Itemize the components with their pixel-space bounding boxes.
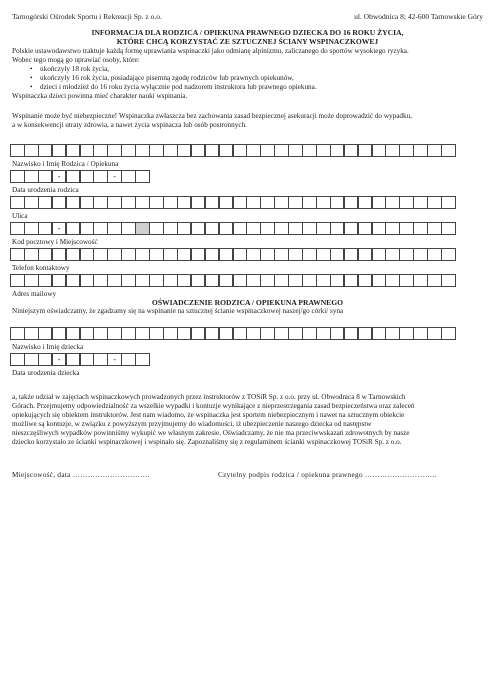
field-box[interactable] [385, 248, 400, 261]
field-box[interactable] [205, 248, 220, 261]
field-box[interactable] [413, 248, 428, 261]
field-box[interactable] [385, 327, 400, 340]
field-box[interactable] [10, 170, 25, 183]
field-box[interactable] [274, 196, 289, 209]
field-box[interactable] [274, 274, 289, 287]
field-box[interactable] [344, 222, 359, 235]
phone-label: Telefon kontaktowy [12, 264, 70, 272]
signature-field[interactable]: Czytelny podpis rodzica / opiekuna prawnego ……………………….. [218, 471, 437, 479]
parent-name-label: Nazwisko i Imię Rodzica / Opiekuna [12, 160, 119, 168]
field-box[interactable] [66, 196, 81, 209]
field-box[interactable] [80, 353, 95, 366]
email-field[interactable] [10, 274, 455, 287]
info-line3: Wspinaczka dzieci powinna mieć charakter nauki wspinania. [12, 92, 188, 100]
declaration-body [12, 393, 483, 447]
postal-city-field[interactable] [10, 222, 455, 235]
field-box[interactable] [10, 353, 25, 366]
field-box[interactable] [316, 196, 331, 209]
field-box[interactable] [191, 274, 206, 287]
field-box[interactable] [80, 222, 95, 235]
field-box[interactable] [372, 274, 387, 287]
field-box[interactable] [52, 170, 67, 183]
field-box[interactable] [441, 327, 456, 340]
field-box[interactable] [38, 353, 53, 366]
field-box[interactable] [330, 222, 345, 235]
field-box[interactable] [24, 144, 39, 157]
field-box[interactable] [274, 327, 289, 340]
child-dob-label: Data urodzenia dziecka [12, 369, 80, 377]
field-box[interactable] [177, 248, 192, 261]
field-box[interactable] [149, 327, 164, 340]
field-box[interactable] [177, 274, 192, 287]
declaration-line: nieszczęśliwych wypadków powinniśmy wykupić we własnym zakresie. Oświadczamy, że nie ma przeciwwskazań zdrowotnych by nasze [12, 429, 410, 437]
field-box[interactable] [135, 327, 150, 340]
field-box[interactable] [52, 353, 67, 366]
field-box[interactable] [302, 274, 317, 287]
field-box[interactable] [80, 248, 95, 261]
field-box[interactable] [66, 170, 81, 183]
field-box[interactable] [121, 170, 136, 183]
field-box[interactable] [121, 274, 136, 287]
declaration-intro: Niniejszym oświadczamy, że zgadzamy się na wspinanie na sztucznej ścianie wspinaczkowej naszej/go córki/ syna [12, 307, 344, 315]
warning-line2: a w konsekwencji utraty zdrowia, a nawet życia wspinacza lub osób postronnych. [12, 121, 247, 129]
field-box[interactable] [205, 222, 220, 235]
child-name-label: Nazwisko i Imię dziecka [12, 343, 84, 351]
field-box[interactable] [372, 327, 387, 340]
field-box[interactable] [288, 222, 303, 235]
field-box[interactable] [10, 274, 25, 287]
field-box[interactable] [260, 274, 275, 287]
field-box[interactable] [80, 196, 95, 209]
postal-city-label: Kod pocztowy i Miejscowość [12, 238, 98, 246]
field-box[interactable] [163, 144, 178, 157]
field-box[interactable] [121, 196, 136, 209]
field-box[interactable] [385, 144, 400, 157]
field-box[interactable] [38, 196, 53, 209]
info-title-line2: KTÓRE CHCĄ KORZYSTAĆ ZE SZTUCZNEJ ŚCIANY WSPINACZKOWEJ [116, 37, 379, 46]
field-box[interactable] [302, 327, 317, 340]
field-box[interactable] [246, 144, 261, 157]
field-box[interactable] [135, 274, 150, 287]
declaration-title: OŚWIADCZENIE RODZICA / OPIEKUNA PRAWNEGO [151, 298, 344, 307]
field-box[interactable] [66, 222, 81, 235]
street-label: Ulica [12, 212, 28, 220]
field-box[interactable] [413, 222, 428, 235]
field-box[interactable] [246, 196, 261, 209]
field-box[interactable] [344, 144, 359, 157]
organization-name: Tarnogórski Ośrodek Sportu i Rekreacji Sp. z o.o. [12, 12, 162, 21]
field-box[interactable] [163, 274, 178, 287]
field-box[interactable] [316, 144, 331, 157]
field-box[interactable] [274, 248, 289, 261]
child-name-field[interactable] [10, 327, 455, 340]
field-box[interactable] [163, 222, 178, 235]
street-field[interactable] [10, 196, 455, 209]
field-box[interactable] [288, 248, 303, 261]
field-box[interactable] [233, 196, 248, 209]
field-box[interactable] [233, 222, 248, 235]
field-box[interactable] [372, 222, 387, 235]
field-box[interactable] [427, 222, 442, 235]
field-box[interactable] [107, 144, 122, 157]
field-box[interactable] [330, 274, 345, 287]
field-box[interactable] [135, 222, 150, 235]
list-item: • ukończyły 18 rok życia, [30, 65, 317, 74]
field-box[interactable] [24, 274, 39, 287]
field-box[interactable] [107, 222, 122, 235]
field-box[interactable] [107, 274, 122, 287]
field-box[interactable] [177, 222, 192, 235]
field-box[interactable] [93, 353, 108, 366]
field-box[interactable] [372, 248, 387, 261]
place-date-field[interactable]: Miejscowość, data …………………………. [12, 471, 150, 479]
field-box[interactable] [93, 144, 108, 157]
field-box[interactable] [219, 222, 234, 235]
field-box[interactable] [219, 144, 234, 157]
field-box[interactable] [107, 353, 122, 366]
field-box[interactable] [441, 222, 456, 235]
field-box[interactable] [66, 353, 81, 366]
field-box[interactable] [149, 248, 164, 261]
field-box[interactable] [358, 248, 373, 261]
field-box[interactable] [191, 144, 206, 157]
field-box[interactable] [246, 274, 261, 287]
field-box[interactable] [246, 327, 261, 340]
field-box[interactable] [441, 274, 456, 287]
declaration-line: dziecko korzystało ze ścianki wspinaczkowej i wspinało się. Zapoznaliśmy się z regulaminem ścianki wspinaczkowej TOSiR Sp. z o.o. [12, 438, 402, 446]
field-box[interactable] [233, 327, 248, 340]
field-box[interactable] [10, 248, 25, 261]
field-box[interactable] [121, 327, 136, 340]
field-box[interactable] [38, 248, 53, 261]
field-box[interactable] [219, 327, 234, 340]
field-box[interactable] [205, 327, 220, 340]
field-box[interactable] [24, 327, 39, 340]
field-box[interactable] [399, 248, 414, 261]
phone-field[interactable] [10, 248, 455, 261]
field-box[interactable] [260, 248, 275, 261]
field-box[interactable] [80, 144, 95, 157]
field-box[interactable] [427, 196, 442, 209]
field-box[interactable] [80, 327, 95, 340]
field-box[interactable] [93, 248, 108, 261]
field-box[interactable] [288, 144, 303, 157]
field-box[interactable] [121, 144, 136, 157]
email-label: Adres mailowy [12, 290, 57, 298]
field-box[interactable] [316, 222, 331, 235]
field-box[interactable] [52, 222, 67, 235]
field-box[interactable] [107, 248, 122, 261]
field-box[interactable] [330, 327, 345, 340]
field-box[interactable] [219, 248, 234, 261]
field-box[interactable] [38, 327, 53, 340]
field-box[interactable] [93, 222, 108, 235]
field-box[interactable] [38, 274, 53, 287]
field-box[interactable] [427, 248, 442, 261]
field-box[interactable] [330, 248, 345, 261]
field-box[interactable] [274, 144, 289, 157]
field-box[interactable] [441, 144, 456, 157]
parent-name-field[interactable] [10, 144, 455, 157]
field-box[interactable] [80, 274, 95, 287]
organization-address: ul. Obwodnica 8; 42-600 Tarnowskie Góry [354, 12, 483, 21]
field-box[interactable] [399, 222, 414, 235]
field-box[interactable] [107, 196, 122, 209]
field-box[interactable] [107, 170, 122, 183]
field-box[interactable] [260, 222, 275, 235]
list-item: • ukończyły 16 rok życia, posiadające pisemną zgodę rodziców lub prawnych opiekunów, [30, 74, 317, 83]
field-box[interactable] [344, 327, 359, 340]
field-box[interactable] [10, 327, 25, 340]
field-box[interactable] [10, 144, 25, 157]
field-box[interactable] [372, 196, 387, 209]
field-box[interactable] [260, 327, 275, 340]
field-box[interactable] [399, 144, 414, 157]
field-box[interactable] [52, 144, 67, 157]
field-box[interactable] [149, 196, 164, 209]
field-box[interactable] [93, 274, 108, 287]
field-box[interactable] [344, 274, 359, 287]
field-box[interactable] [38, 170, 53, 183]
field-box[interactable] [219, 274, 234, 287]
field-box[interactable] [358, 222, 373, 235]
field-box[interactable] [260, 196, 275, 209]
field-box[interactable] [288, 196, 303, 209]
list-item: • dzieci i młodzież do 16 roku życia wyłącznie pod nadzorem instruktora lub prawnego opiekuna. [30, 83, 317, 92]
field-box[interactable] [149, 274, 164, 287]
field-box[interactable] [413, 327, 428, 340]
field-box[interactable] [441, 196, 456, 209]
field-box[interactable] [399, 274, 414, 287]
field-box[interactable] [66, 327, 81, 340]
field-box[interactable] [385, 274, 400, 287]
field-box[interactable] [66, 144, 81, 157]
field-box[interactable] [191, 196, 206, 209]
field-box[interactable] [219, 196, 234, 209]
field-box[interactable] [107, 327, 122, 340]
field-box[interactable] [316, 248, 331, 261]
field-box[interactable] [93, 327, 108, 340]
field-box[interactable] [38, 222, 53, 235]
field-box[interactable] [441, 248, 456, 261]
field-box[interactable] [233, 248, 248, 261]
field-box[interactable] [330, 144, 345, 157]
field-box[interactable] [93, 170, 108, 183]
info-line1: Polskie ustawodawstwo traktuje każdą formę uprawiania wspinaczki jako odmianę alpinizmu, zaliczanego do sportów wysokiego ryzyka. [12, 47, 409, 55]
field-box[interactable] [135, 144, 150, 157]
field-box[interactable] [274, 222, 289, 235]
field-box[interactable] [52, 327, 67, 340]
field-box[interactable] [233, 274, 248, 287]
declaration-line: a, także udział w zajęciach wspinaczkowych prowadzonych przez instruktorów z TOSiR Sp. z o.o. przy ul. Obwodnica 8 w Tarnowskich [12, 393, 406, 401]
field-box[interactable] [316, 274, 331, 287]
field-box[interactable] [135, 170, 150, 183]
field-box[interactable] [358, 274, 373, 287]
parent-dob-field[interactable] [10, 170, 149, 183]
field-box[interactable] [205, 144, 220, 157]
field-box[interactable] [358, 196, 373, 209]
field-box[interactable] [302, 248, 317, 261]
field-box[interactable] [121, 222, 136, 235]
field-box[interactable] [358, 327, 373, 340]
field-box[interactable] [427, 144, 442, 157]
field-box[interactable] [233, 144, 248, 157]
field-box[interactable] [372, 144, 387, 157]
field-box[interactable] [121, 353, 136, 366]
field-box[interactable] [177, 327, 192, 340]
field-box[interactable] [24, 196, 39, 209]
field-box[interactable] [427, 327, 442, 340]
field-box[interactable] [163, 248, 178, 261]
field-box[interactable] [38, 144, 53, 157]
parent-dob-label: Data urodzenia rodzica [12, 186, 79, 194]
field-box[interactable] [344, 196, 359, 209]
declaration-line: możliwe są kontuzje, w związku z powyższym przyjmujemy do wiadomości, iż ubezpieczenie naszego dziecka od następstw [12, 420, 372, 428]
field-box[interactable] [177, 144, 192, 157]
field-box[interactable] [24, 170, 39, 183]
warning-line1: Wspinanie może być niebezpieczne! Wspinaczka zwłaszcza bez zachowania zasad bezpiecznej asekuracji może doprowadzić do wypadku, [12, 112, 412, 120]
field-box[interactable] [24, 222, 39, 235]
field-box[interactable] [316, 327, 331, 340]
field-box[interactable] [66, 274, 81, 287]
field-box[interactable] [302, 144, 317, 157]
field-box[interactable] [191, 248, 206, 261]
field-box[interactable] [191, 222, 206, 235]
field-box[interactable] [330, 196, 345, 209]
field-box[interactable] [385, 196, 400, 209]
field-box[interactable] [52, 196, 67, 209]
field-box[interactable] [10, 222, 25, 235]
field-box[interactable] [163, 327, 178, 340]
field-box[interactable] [52, 274, 67, 287]
field-box[interactable] [80, 170, 95, 183]
field-box[interactable] [385, 222, 400, 235]
info-bullet-list [30, 65, 317, 92]
field-box[interactable] [358, 144, 373, 157]
field-box[interactable] [191, 327, 206, 340]
field-box[interactable] [427, 274, 442, 287]
field-box[interactable] [24, 353, 39, 366]
info-line2: Wobec tego mogą go uprawiać osoby, które: [12, 56, 140, 64]
field-box[interactable] [246, 248, 261, 261]
field-box[interactable] [24, 248, 39, 261]
field-box[interactable] [135, 353, 150, 366]
declaration-line: Górach. Przejmujemy odpowiedzialność za wszelkie wypadki i kontuzje wynikające z nieprzestrzegania zasad bezpieczeństwa oraz zaleceń [12, 402, 415, 410]
child-dob-field[interactable] [10, 353, 149, 366]
field-box[interactable] [399, 327, 414, 340]
field-box[interactable] [149, 222, 164, 235]
field-box[interactable] [135, 248, 150, 261]
field-box[interactable] [52, 248, 67, 261]
field-box[interactable] [177, 196, 192, 209]
field-box[interactable] [413, 274, 428, 287]
field-box[interactable] [260, 144, 275, 157]
field-box[interactable] [302, 222, 317, 235]
field-box[interactable] [302, 196, 317, 209]
field-box[interactable] [413, 196, 428, 209]
info-title-line1: INFORMACJA DLA RODZICA / OPIEKUNA PRAWNEGO DZIECKA DO 16 ROKU ŻYCIA, [91, 28, 404, 37]
field-box[interactable] [149, 144, 164, 157]
field-box[interactable] [205, 196, 220, 209]
declaration-line: opiekujących się obiektem instruktorów. Jest nam wiadomo, że wspinaczka jest sportem niebezpiecznym i nawet na sztucznym obiekcie [12, 411, 405, 419]
field-box[interactable] [121, 248, 136, 261]
field-box[interactable] [288, 274, 303, 287]
field-box[interactable] [135, 196, 150, 209]
field-box[interactable] [399, 196, 414, 209]
field-box[interactable] [10, 196, 25, 209]
field-box[interactable] [246, 222, 261, 235]
field-box[interactable] [205, 274, 220, 287]
field-box[interactable] [93, 196, 108, 209]
field-box[interactable] [66, 248, 81, 261]
field-box[interactable] [288, 327, 303, 340]
field-box[interactable] [163, 196, 178, 209]
field-box[interactable] [413, 144, 428, 157]
field-box[interactable] [344, 248, 359, 261]
